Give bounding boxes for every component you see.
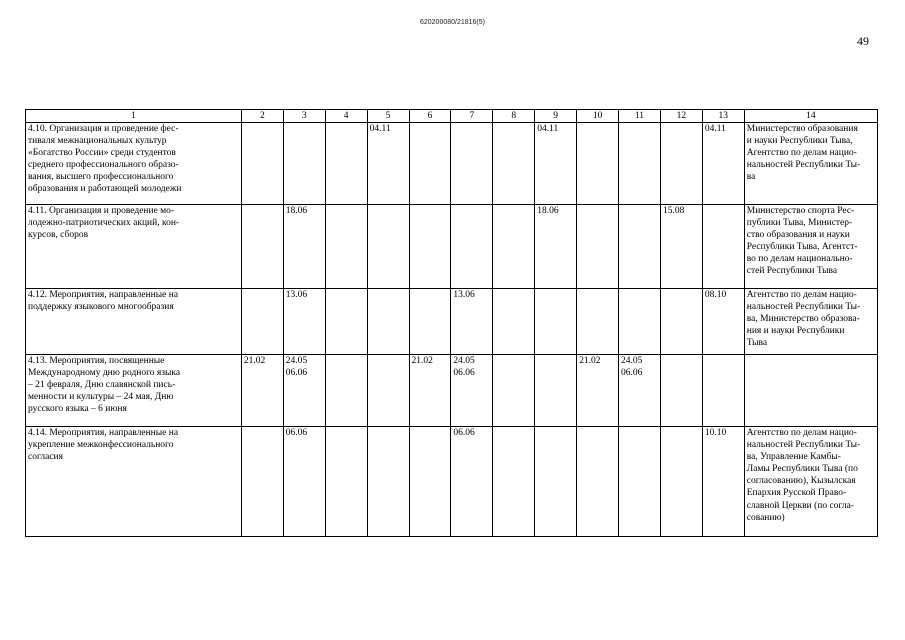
date-cell: [367, 355, 409, 427]
date-value: 04.11: [537, 124, 559, 134]
date-value: 24.05: [621, 356, 643, 366]
date-cell: [451, 205, 493, 289]
column-header: 14: [744, 110, 877, 123]
responsible-agency-cell: [744, 427, 877, 537]
activity-name-line: тиваля межнациональных культур: [28, 136, 167, 147]
date-cell: [702, 289, 744, 355]
column-header: 1: [26, 110, 242, 123]
activity-name-line: 4.10. Организация и проведение фес-: [28, 124, 179, 134]
activity-name-line: 4.13. Мероприятия, посвященные: [28, 356, 165, 366]
agency-line: ва, Управление Камбы-: [746, 452, 841, 463]
agency-line: нальностей Республики Ты-: [746, 302, 861, 313]
date-value: 06.06: [453, 428, 475, 438]
agency-line: стей Республики Тыва: [746, 266, 838, 277]
date-cell: [660, 205, 702, 289]
date-cell: [493, 355, 535, 427]
activity-name-line: укрепление межконфессионального: [28, 440, 174, 451]
date-cell: [367, 289, 409, 355]
date-value: 04.11: [704, 124, 726, 134]
agency-line: Республики Тыва, Агентст-: [746, 242, 858, 253]
header-row: [26, 110, 878, 123]
date-cell: [241, 205, 283, 289]
date-value: 06.06: [453, 368, 475, 379]
table-row: [26, 355, 878, 427]
agency-line: Агентство по делам нацио-: [746, 428, 857, 438]
date-cell: [577, 123, 619, 205]
activity-name-line: образования и работающей молодежи: [28, 184, 182, 195]
column-header: 2: [241, 110, 283, 123]
activity-name-line: 4.12. Мероприятия, направленные на: [28, 290, 179, 300]
date-cell: [241, 355, 283, 427]
responsible-agency-cell: [744, 205, 877, 289]
agency-line: публики Тыва, Министер-: [746, 218, 853, 229]
agency-line: ния и науки Республики: [746, 326, 845, 337]
date-value: 10.10: [704, 428, 727, 438]
date-cell: [451, 355, 493, 427]
date-value: 15.08: [662, 206, 685, 216]
responsible-agency-cell: [744, 355, 877, 427]
agency-line: Агентство по делам нацио-: [746, 290, 857, 300]
agency-line: ство образования и науки: [746, 230, 850, 241]
column-header: 6: [409, 110, 451, 123]
column-header: 9: [535, 110, 577, 123]
date-value: 06.06: [621, 368, 643, 379]
date-cell: [283, 205, 325, 289]
activity-name-line: согласия: [28, 452, 64, 463]
agency-line: Ламы Республики Тыва (по: [746, 464, 858, 475]
activity-name-line: курсов, сборов: [28, 230, 89, 241]
activity-name-line: 4.14. Мероприятия, направленные на: [28, 428, 179, 438]
agency-line: Министерство спорта Рес-: [746, 206, 855, 216]
date-cell: [409, 355, 451, 427]
table-row: [26, 123, 878, 205]
date-cell: [325, 355, 367, 427]
agency-line: во по делам национально-: [746, 254, 853, 265]
date-cell: [702, 123, 744, 205]
date-cell: [660, 355, 702, 427]
column-header: 3: [283, 110, 325, 123]
date-cell: [451, 123, 493, 205]
date-cell: [619, 355, 661, 427]
date-cell: [493, 205, 535, 289]
activity-name-line: менности и культуры – 24 мая, Дню: [28, 392, 174, 403]
date-value: 06.06: [285, 428, 308, 438]
date-value: 21.02: [243, 356, 266, 366]
table-row: [26, 205, 878, 289]
column-header: 4: [325, 110, 367, 123]
activity-name-line: лодежно-патриотических акций, кон-: [28, 218, 180, 229]
column-header: 12: [660, 110, 702, 123]
date-cell: [577, 205, 619, 289]
schedule-table: [25, 109, 878, 537]
date-cell: [493, 123, 535, 205]
date-cell: [702, 427, 744, 537]
date-cell: [409, 205, 451, 289]
date-cell: [451, 427, 493, 537]
agency-line: и науки Республики Тыва,: [746, 136, 853, 147]
agency-line: нальностей Республики Ты-: [746, 160, 861, 171]
agency-line: Епархия Русской Право-: [746, 488, 847, 499]
date-value: 18.06: [537, 206, 559, 216]
date-cell: [535, 123, 577, 205]
activity-name-cell: [26, 355, 242, 427]
column-header: 11: [619, 110, 661, 123]
agency-line: нальностей Республики Ты-: [746, 440, 861, 451]
activity-name-line: – 21 февраля, Дню славянской пись-: [28, 380, 176, 391]
activity-name-line: Международному дню родного языка: [28, 368, 181, 379]
date-value: 13.06: [453, 290, 475, 300]
activity-name-line: вания, высшего профессионального: [28, 172, 174, 183]
date-cell: [325, 205, 367, 289]
date-cell: [619, 289, 661, 355]
date-cell: [660, 427, 702, 537]
date-cell: [493, 289, 535, 355]
date-cell: [325, 123, 367, 205]
date-value: 04.11: [369, 124, 391, 134]
agency-line: Агентство по делам нацио-: [746, 148, 857, 159]
page-number: 49: [857, 34, 869, 48]
date-cell: [577, 289, 619, 355]
agency-line: ва: [746, 172, 756, 183]
date-value: 18.06: [285, 206, 308, 216]
date-cell: [283, 123, 325, 205]
date-cell: [619, 123, 661, 205]
date-cell: [535, 205, 577, 289]
date-cell: [535, 355, 577, 427]
table-body: [26, 123, 878, 537]
agency-line: славной Церкви (по согла-: [746, 500, 854, 511]
column-header: 13: [702, 110, 744, 123]
date-cell: [283, 289, 325, 355]
date-value: 08.10: [704, 290, 727, 300]
date-cell: [493, 427, 535, 537]
date-value: 21.02: [411, 356, 433, 366]
table-row: [26, 427, 878, 537]
date-cell: [409, 289, 451, 355]
document-id: 620200080/21816(5): [419, 19, 485, 26]
activity-name-cell: [26, 205, 242, 289]
activity-name-line: «Богатство России» среди студентов: [28, 148, 176, 159]
date-cell: [325, 427, 367, 537]
date-cell: [283, 427, 325, 537]
responsible-agency-cell: [744, 289, 877, 355]
date-cell: [241, 427, 283, 537]
date-cell: [535, 427, 577, 537]
date-value: 24.05: [285, 356, 308, 366]
date-cell: [660, 123, 702, 205]
date-cell: [367, 205, 409, 289]
agency-line: ва, Министерство образова-: [746, 314, 860, 325]
activity-name-cell: [26, 427, 242, 537]
responsible-agency-cell: [744, 123, 877, 205]
date-cell: [619, 205, 661, 289]
date-value: 21.02: [579, 356, 601, 366]
date-cell: [409, 427, 451, 537]
agency-line: Тыва: [746, 338, 768, 349]
date-cell: [325, 289, 367, 355]
activity-name-cell: [26, 289, 242, 355]
date-cell: [451, 289, 493, 355]
date-cell: [619, 427, 661, 537]
agency-line: согласованию), Кызылская: [746, 476, 856, 487]
date-cell: [241, 123, 283, 205]
agency-line: Министерство образования: [746, 124, 858, 134]
agency-line: сованию): [746, 512, 785, 523]
date-value: 06.06: [285, 368, 308, 379]
table-row: [26, 289, 878, 355]
date-cell: [409, 123, 451, 205]
column-header: 7: [451, 110, 493, 123]
date-cell: [702, 205, 744, 289]
column-header: 10: [577, 110, 619, 123]
date-cell: [367, 427, 409, 537]
activity-name-line: поддержку языкового многообразия: [28, 302, 174, 313]
column-header: 5: [367, 110, 409, 123]
activity-name-line: 4.11. Организация и проведение мо-: [28, 206, 175, 216]
date-cell: [577, 427, 619, 537]
activity-name-line: русского языка – 6 июня: [28, 404, 127, 415]
date-cell: [283, 355, 325, 427]
date-cell: [535, 289, 577, 355]
activity-name-line: среднего профессионального образо-: [28, 160, 179, 171]
date-cell: [241, 289, 283, 355]
date-cell: [702, 355, 744, 427]
date-value: 24.05: [453, 356, 475, 366]
activity-name-cell: [26, 123, 242, 205]
column-header: 8: [493, 110, 535, 123]
date-cell: [577, 355, 619, 427]
date-cell: [367, 123, 409, 205]
date-value: 13.06: [285, 290, 308, 300]
date-cell: [660, 289, 702, 355]
